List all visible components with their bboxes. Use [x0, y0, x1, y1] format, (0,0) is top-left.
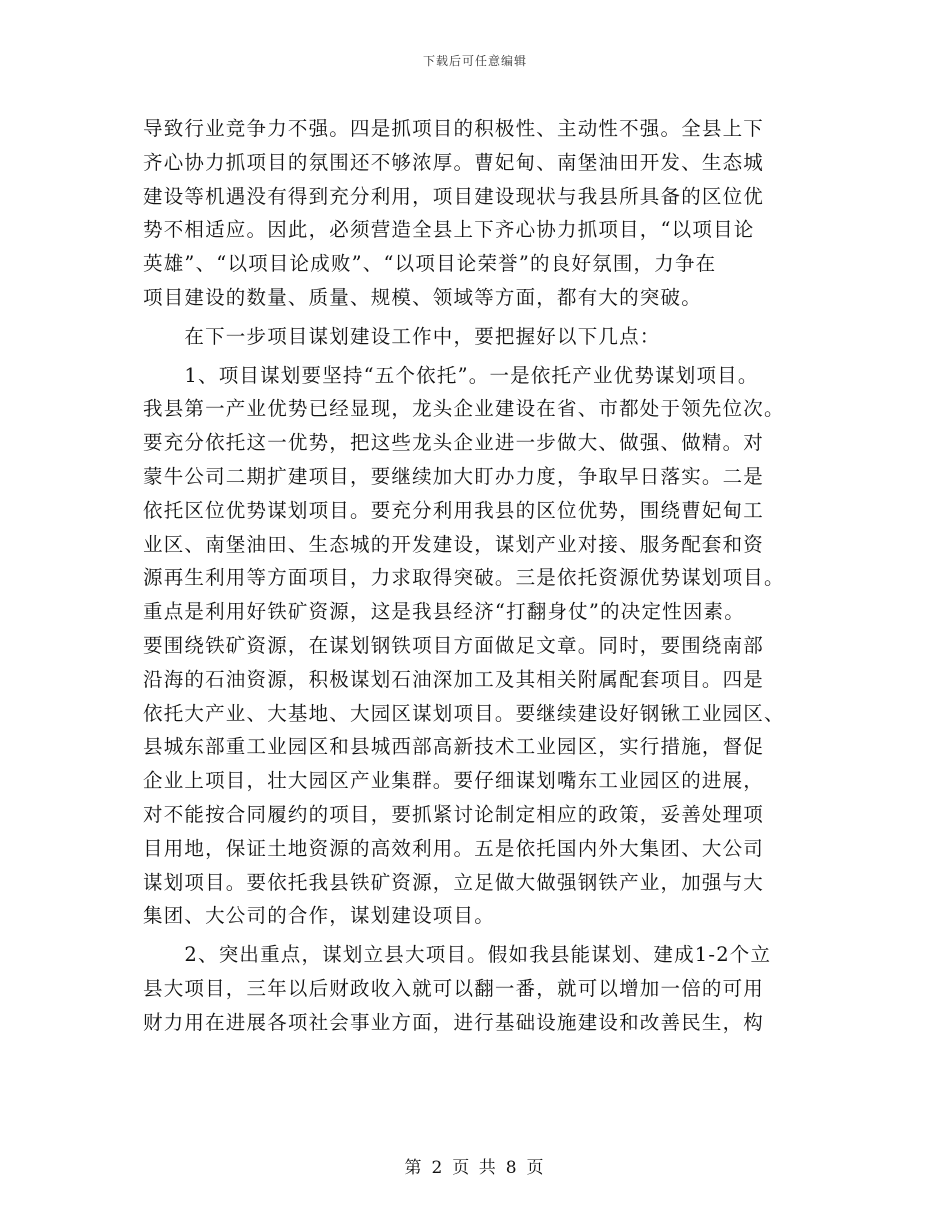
footer-prefix: 第 — [404, 1158, 424, 1178]
page-footer — [0, 1153, 950, 1178]
text-line: 要围绕铁矿资源，在谋划钢铁项目方面做足文章。同时，要围绕南部 — [143, 633, 765, 657]
text-line: 项目建设的数量、质量、规模、领域等方面，都有大的突破。 — [143, 285, 702, 309]
footer-suffix: 页 — [526, 1158, 546, 1178]
text-line: 县城东部重工业园区和县城西部高新技术工业园区，实行措施，督促 — [143, 735, 765, 759]
text-line: 集团、大公司的合作，谋划建设项目。 — [143, 904, 495, 928]
text-line: 重点是利用好铁矿资源，这是我县经济“打翻身仗”的决定性因素。 — [143, 600, 745, 624]
text-line: 英雄”、“以项目论成败”、“以项目论荣誉”的良好氛围，力争在 — [143, 252, 717, 276]
text-line: 业区、南堡油田、生态城的开发建设，谋划产业对接、服务配套和资 — [143, 532, 765, 556]
text-line: 目用地，保证土地资源的高效利用。五是依托国内外大集团、大公司 — [143, 836, 765, 860]
text-line: 谋划项目。要依托我县铁矿资源，立足做大做强钢铁产业，加强与大 — [143, 870, 765, 894]
text-line: 齐心协力抓项目的氛围还不够浓厚。曹妃甸、南堡油田开发、生态城 — [143, 150, 765, 174]
text-line: 企业上项目，壮大园区产业集群。要仔细谋划嘴东工业园区的进展， — [143, 769, 765, 793]
page-total: 8 — [505, 1158, 519, 1178]
text-line: 对不能按合同履约的项目，要抓紧讨论制定相应的政策，妥善处理项 — [143, 802, 765, 826]
text-line: 财力用在进展各项社会事业方面，进行基础设施建设和改善民生，构 — [143, 1010, 765, 1034]
text-line: 沿海的石油资源，积极谋划石油深加工及其相关附属配套项目。四是 — [143, 667, 765, 691]
text-line: 1、项目谋划要坚持“五个依托”。一是依托产业优势谋划项目。 — [143, 363, 759, 387]
text-line: 在下一步项目谋划建设工作中，要把握好以下几点： — [143, 324, 661, 348]
header-note: 下载后可任意编辑 — [422, 54, 527, 68]
text-line: 依托区位优势谋划项目。要充分利用我县的区位优势，围绕曹妃甸工 — [143, 498, 765, 522]
text-line: 要充分依托这一优势，把这些龙头企业进一步做大、做强、做精。对 — [143, 431, 765, 455]
text-line: 2、突出重点，谋划立县大项目。假如我县能谋划、建成1-2个立 — [143, 943, 772, 967]
text-line: 依托大产业、大基地、大园区谋划项目。要继续建设好钢锹工业园区、 — [143, 701, 785, 725]
page-number: 2 — [431, 1158, 445, 1178]
text-line: 建设等机遇没有得到充分利用，项目建设现状与我县所具备的区位优 — [143, 184, 765, 208]
text-line: 势不相适应。因此，必须营造全县上下齐心协力抓项目，“以项目论 — [143, 218, 755, 242]
text-line: 蒙牛公司二期扩建项目，要继续加大盯办力度，争取早日落实。二是 — [143, 464, 765, 488]
text-line: 源再生利用等方面项目，力求取得突破。三是依托资源优势谋划项目。 — [143, 566, 785, 590]
footer-middle: 页 共 — [452, 1158, 498, 1178]
text-line: 导致行业竞争力不强。四是抓项目的积极性、主动性不强。全县上下 — [143, 117, 765, 140]
body-text — [143, 112, 811, 1040]
text-line: 我县第一产业优势已经显现，龙头企业建设在省、市都处于领先位次。 — [143, 397, 785, 421]
text-line: 县大项目，三年以后财政收入就可以翻一番，就可以增加一倍的可用 — [143, 976, 765, 1000]
